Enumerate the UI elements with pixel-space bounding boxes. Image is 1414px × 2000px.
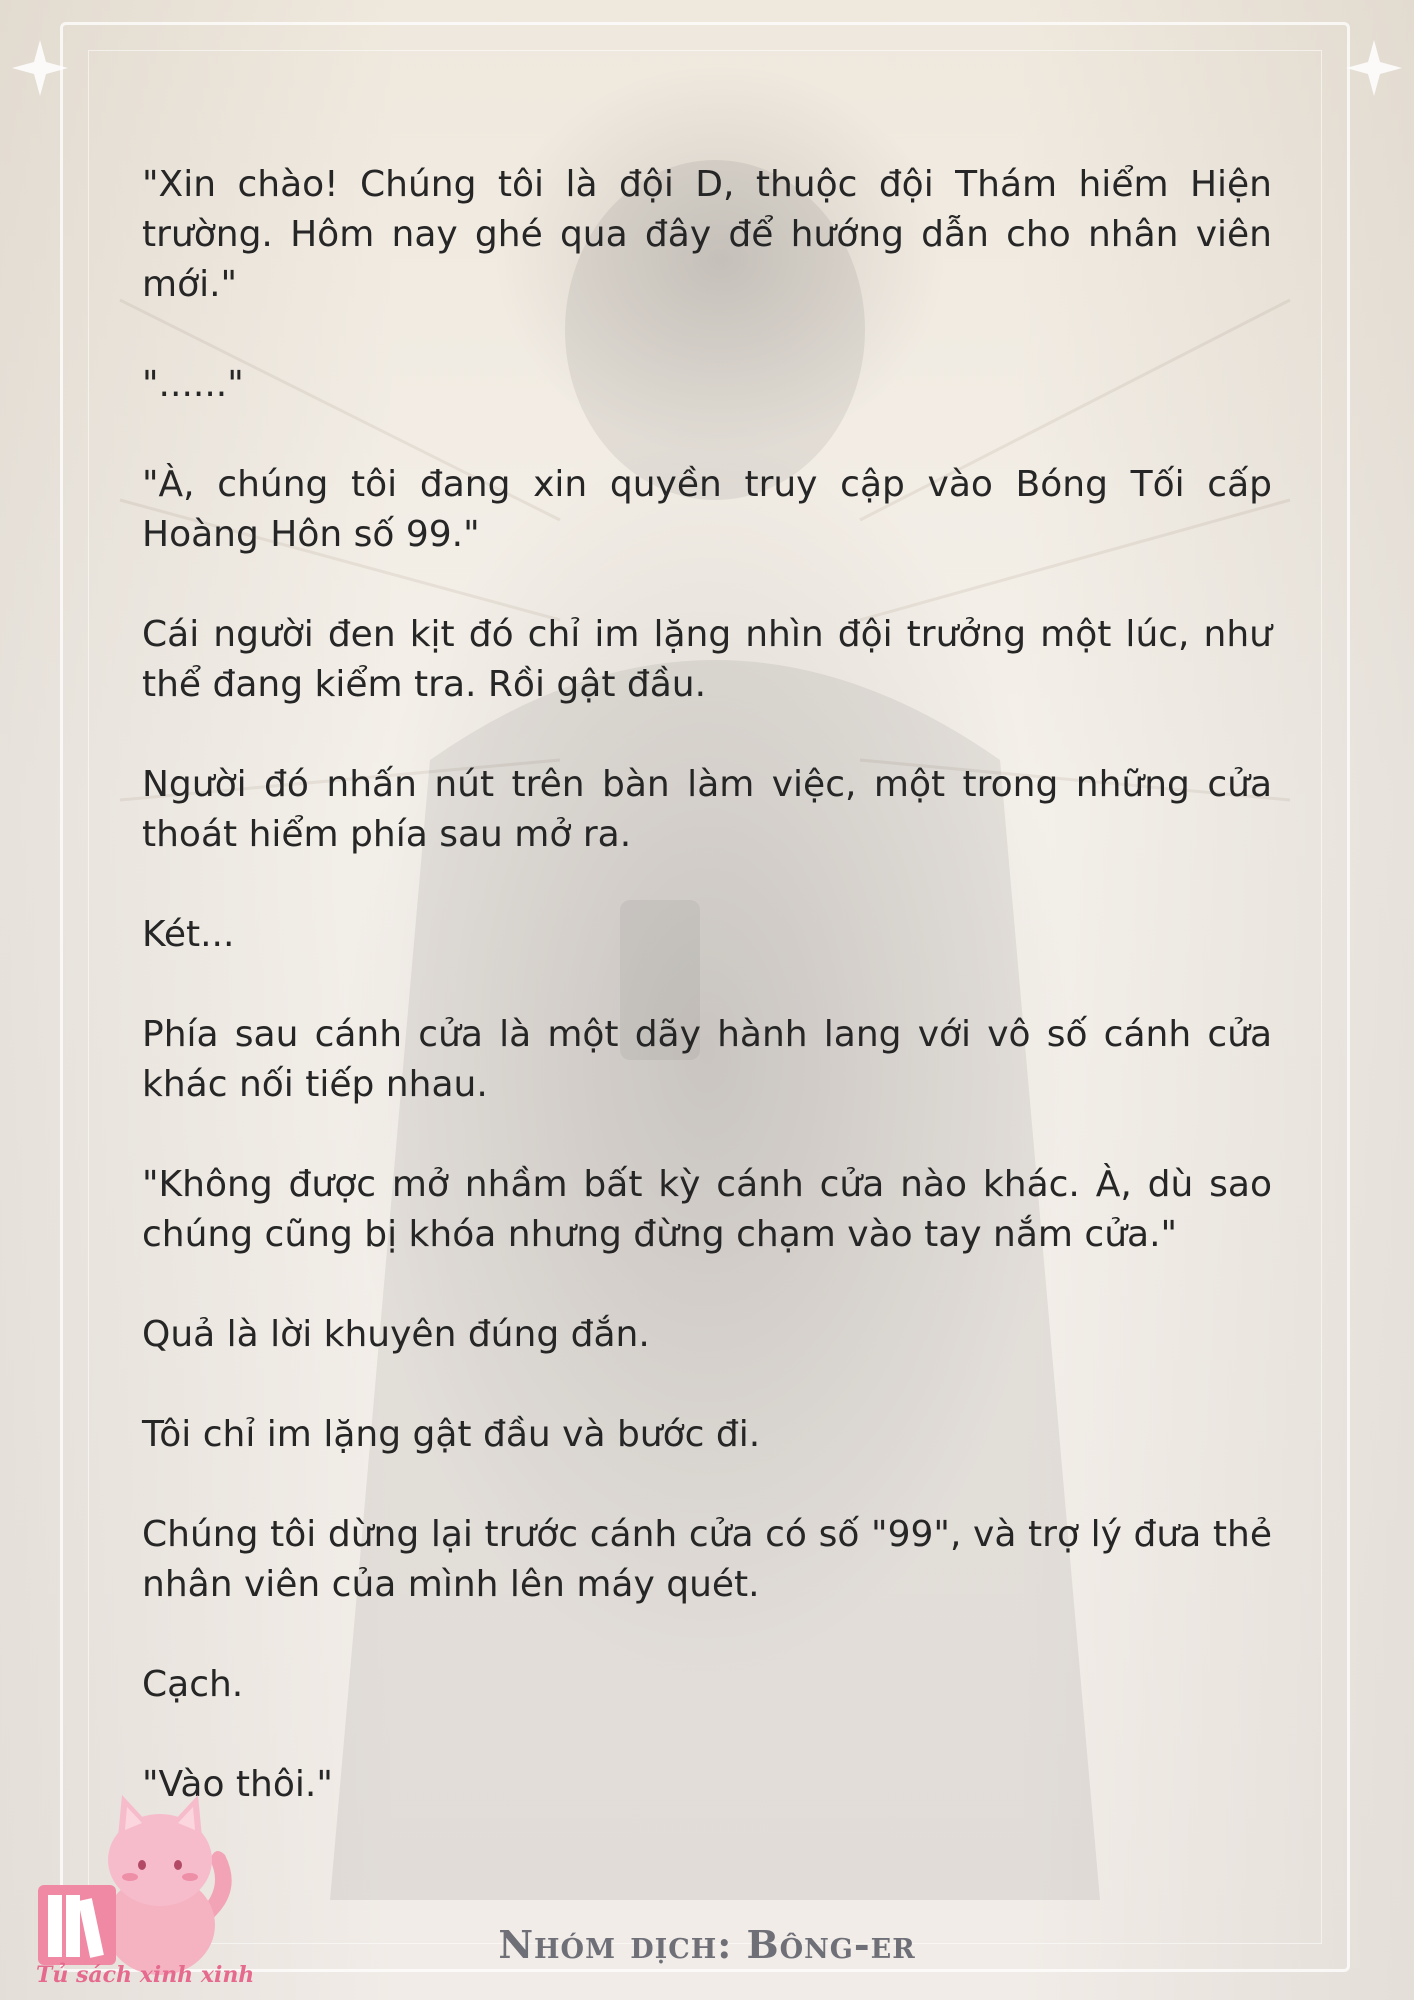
logo-caption: Tủ sách xinh xinh (36, 1962, 255, 1988)
paragraph: Chúng tôi dừng lại trước cánh cửa có số "99", và trợ lý đưa thẻ nhân viên của mình lên máy quét. (142, 1514, 1272, 1605)
translator-credit: Nhóm dịch: Bông-er (498, 1922, 916, 1967)
paragraph: Quả là lời khuyên đúng đắn. (142, 1314, 650, 1355)
paragraph: "Xin chào! Chúng tôi là đội D, thuộc đội Thám hiểm Hiện trường. Hôm nay ghé qua đây để hướng dẫn cho nhân viên mới." (142, 164, 1272, 305)
paragraph: Cạch. (142, 1664, 244, 1705)
paragraph: Tôi chỉ im lặng gật đầu và bước đi. (142, 1414, 761, 1455)
story-text (142, 160, 1272, 1860)
paragraph: "......" (142, 364, 244, 405)
paragraph: Người đó nhấn nút trên bàn làm việc, một trong những cửa thoát hiểm phía sau mở ra. (142, 764, 1272, 855)
paragraph: "À, chúng tôi đang xin quyền truy cập vào Bóng Tối cấp Hoàng Hôn số 99." (142, 464, 1272, 555)
paragraph: "Vào thôi." (142, 1764, 333, 1805)
paragraph: "Không được mở nhầm bất kỳ cánh cửa nào khác. À, dù sao chúng cũng bị khóa nhưng đừng chạm vào tay nắm cửa." (142, 1164, 1272, 1255)
paragraph: Phía sau cánh cửa là một dãy hành lang với vô số cánh cửa khác nối tiếp nhau. (142, 1014, 1272, 1105)
paragraph: Cái người đen kịt đó chỉ im lặng nhìn đội trưởng một lúc, như thể đang kiểm tra. Rồi gật đầu. (142, 614, 1272, 705)
paragraph: Két... (142, 914, 235, 955)
